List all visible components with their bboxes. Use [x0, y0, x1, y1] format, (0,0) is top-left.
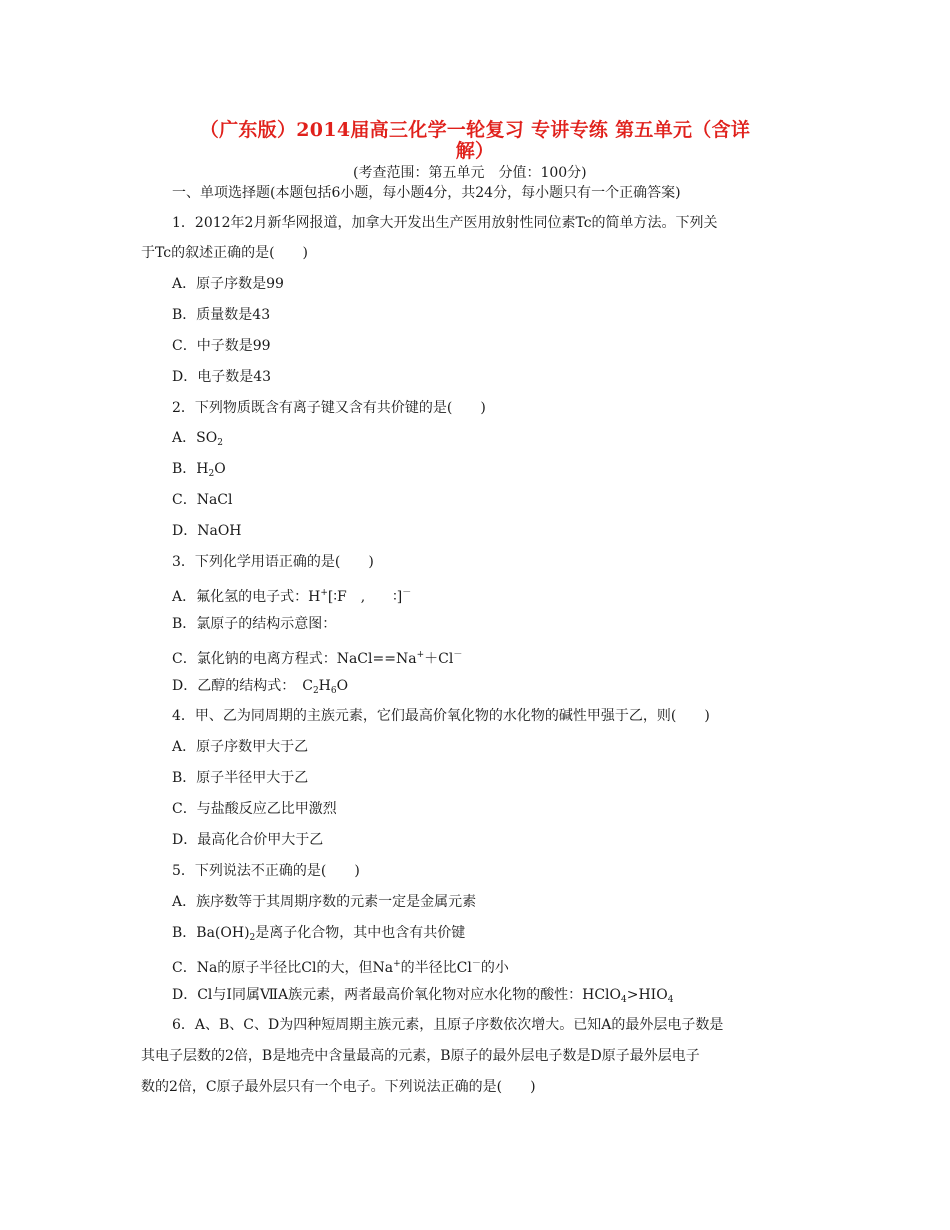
question-1-stem-line1: 1．2012年2月新华网报道，加拿大开发出生产医用放射性同位素Tc的简单方法。下列关	[172, 215, 718, 231]
question-3-stem: 3．下列化学用语正确的是( )	[172, 554, 374, 570]
question-2-option-c: C．NaCl	[172, 492, 233, 508]
question-5-option-d: D．Cl与I同属ⅦA族元素，两者最高价氧化物对应水化物的酸性：$HClO_4>HIO_4$	[172, 987, 674, 1005]
exam-scope: (考查范围：第五单元 分值：100分)	[353, 165, 587, 181]
question-6-stem-line1: 6．A、B、C、D为四种短周期主族元素，且原子序数依次增大。已知A的最外层电子数是	[172, 1017, 724, 1033]
question-4-option-c: C．与盐酸反应乙比甲激烈	[172, 801, 337, 817]
question-6-stem-line3: 数的2倍，C原子最外层只有一个电子。下列说法正确的是( )	[141, 1079, 536, 1095]
question-2-option-b: B．$H_2O$	[172, 461, 226, 479]
question-4-option-a: A．原子序数甲大于乙	[172, 739, 309, 755]
question-1-option-c: C．中子数是99	[172, 338, 271, 354]
question-4-option-d: D．最高化合价甲大于乙	[172, 832, 324, 848]
question-4-stem: 4．甲、乙为同周期的主族元素，它们最高价氧化物的水化物的碱性甲强于乙，则( )	[172, 708, 710, 724]
document-title-line2: 解）	[455, 140, 495, 162]
question-3-option-a: A．氟化氢的电子式：H+[∶F , ∶]－	[172, 588, 412, 605]
question-1-option-a: A．原子序数是99	[172, 276, 284, 292]
question-1-option-d: D．电子数是43	[172, 369, 272, 385]
question-1-option-b: B．质量数是43	[172, 307, 271, 323]
question-2-option-d: D．NaOH	[172, 523, 242, 539]
question-1-stem-line2: 于Tc的叙述正确的是( )	[141, 245, 309, 261]
question-6-stem-line2: 其电子层数的2倍，B是地壳中含量最高的元素，B原子的最外层电子数是D原子最外层电子	[141, 1048, 700, 1064]
question-5-option-b: B．$Ba(OH)_2$是离子化合物，其中也含有共价键	[172, 925, 466, 943]
question-2-stem: 2．下列物质既含有离子键又含有共价键的是( )	[172, 400, 486, 416]
question-3-option-d: D．乙醇的结构式： $C_2H_6O$	[172, 678, 349, 696]
question-5-option-c: C．Na的原子半径比Cl的大，但Na+的半径比Cl－的小	[172, 959, 509, 976]
question-3-option-c: C．氯化钠的电离方程式：NaCl==Na+＋Cl－	[172, 650, 463, 667]
question-5-stem: 5．下列说法不正确的是( )	[172, 863, 360, 879]
document-title-line1: （广东版）2014届高三化学一轮复习 专讲专练 第五单元（含详	[199, 119, 751, 141]
question-5-option-a: A．族序数等于其周期序数的元素一定是金属元素	[172, 894, 477, 910]
question-2-option-a: A．$SO_2$	[172, 430, 223, 448]
question-3-option-b: B．氯原子的结构示意图：	[172, 616, 337, 632]
section-heading: 一、单项选择题(本题包括6小题，每小题4分，共24分，每小题只有一个正确答案)	[172, 185, 681, 201]
question-4-option-b: B．原子半径甲大于乙	[172, 770, 309, 786]
